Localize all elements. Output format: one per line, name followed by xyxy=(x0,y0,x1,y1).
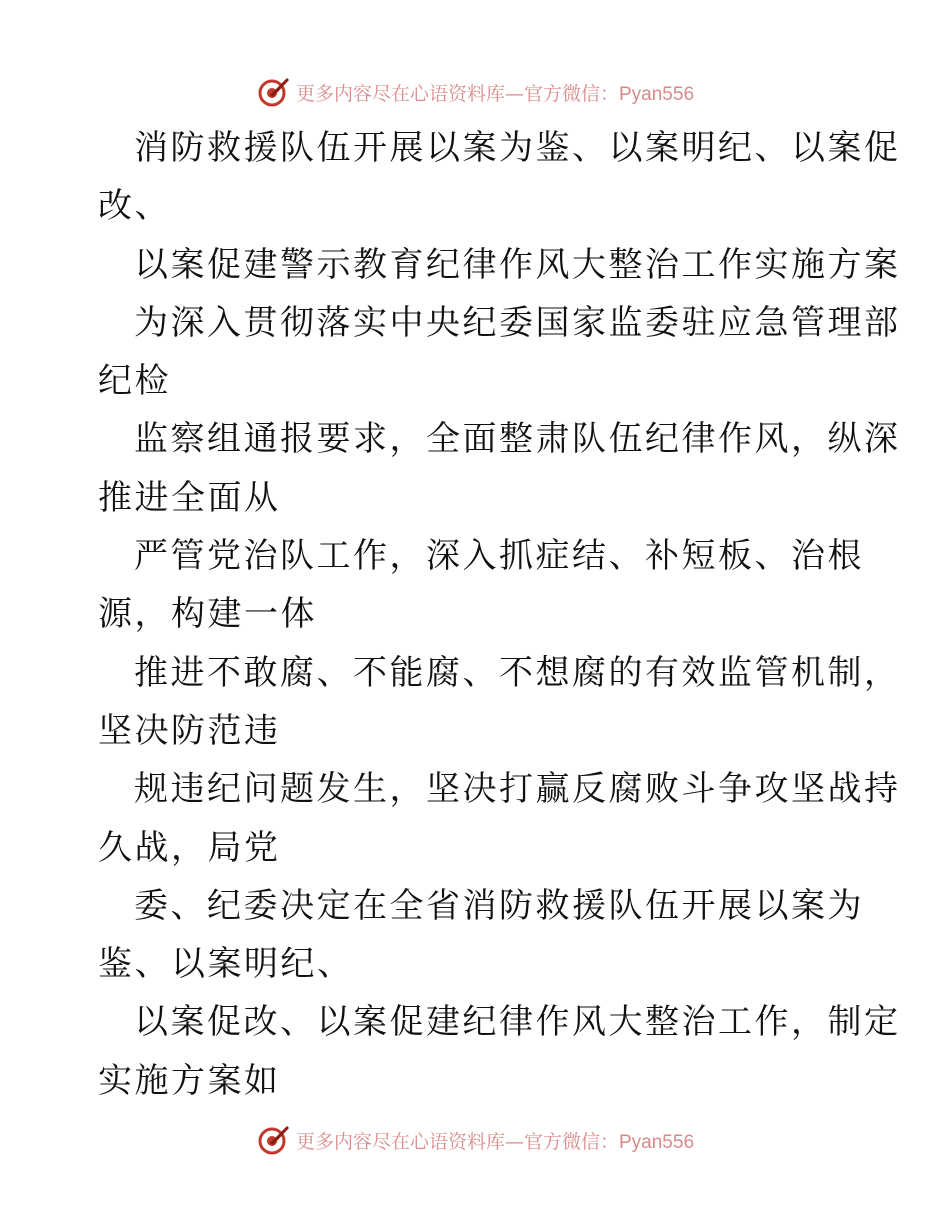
paragraph-line: 坚决防范违 xyxy=(98,710,281,751)
paragraph-line: 委、纪委决定在全省消防救援队伍开展以案为 xyxy=(134,885,864,926)
paragraph-line: 推进全面从 xyxy=(98,477,281,518)
paragraph-line: 以案促改、以案促建纪律作风大整治工作，制定 xyxy=(134,1002,901,1043)
footer-watermark-banner xyxy=(0,1120,950,1160)
paragraph-line: 实施方案如 xyxy=(98,1060,281,1101)
paragraph-line: 鉴、以案明纪、 xyxy=(98,944,354,985)
paragraph-line: 源，构建一体 xyxy=(98,594,317,635)
paragraph-line: 改、 xyxy=(98,186,171,227)
paragraph-line: 久战，局党 xyxy=(98,827,281,868)
paragraph-line: 以案促建警示教育纪律作风大整治工作实施方案 xyxy=(134,244,901,285)
banner-text: 更多内容尽在心语资料库—官方微信： xyxy=(295,82,619,105)
banner-text: 更多内容尽在心语资料库—官方微信： xyxy=(295,1130,619,1153)
paragraph-line: 为深入贯彻落实中央纪委国家监委驻应急管理部 xyxy=(134,302,901,343)
quill-ink-logo-icon xyxy=(256,74,292,110)
paragraph-line: 消防救援队伍开展以案为鉴、以案明纪、以案促 xyxy=(134,128,901,168)
paragraph-line: 严管党治队工作，深入抓症结、补短板、治根 xyxy=(134,536,864,577)
paragraph-line: 推进不敢腐、不能腐、不想腐的有效监管机制， xyxy=(134,652,901,693)
paragraph-line: 纪检 xyxy=(98,361,171,402)
document-body xyxy=(98,119,901,1110)
banner-wechat-id: Pyan556 xyxy=(619,1131,695,1153)
header-watermark-banner xyxy=(0,72,950,112)
quill-ink-logo-icon xyxy=(256,1122,292,1158)
paragraph-line: 规违纪问题发生，坚决打赢反腐败斗争攻坚战持 xyxy=(134,769,901,810)
paragraph-line: 监察组通报要求，全面整肃队伍纪律作风，纵深 xyxy=(134,419,901,460)
banner-wechat-id: Pyan556 xyxy=(619,83,695,105)
